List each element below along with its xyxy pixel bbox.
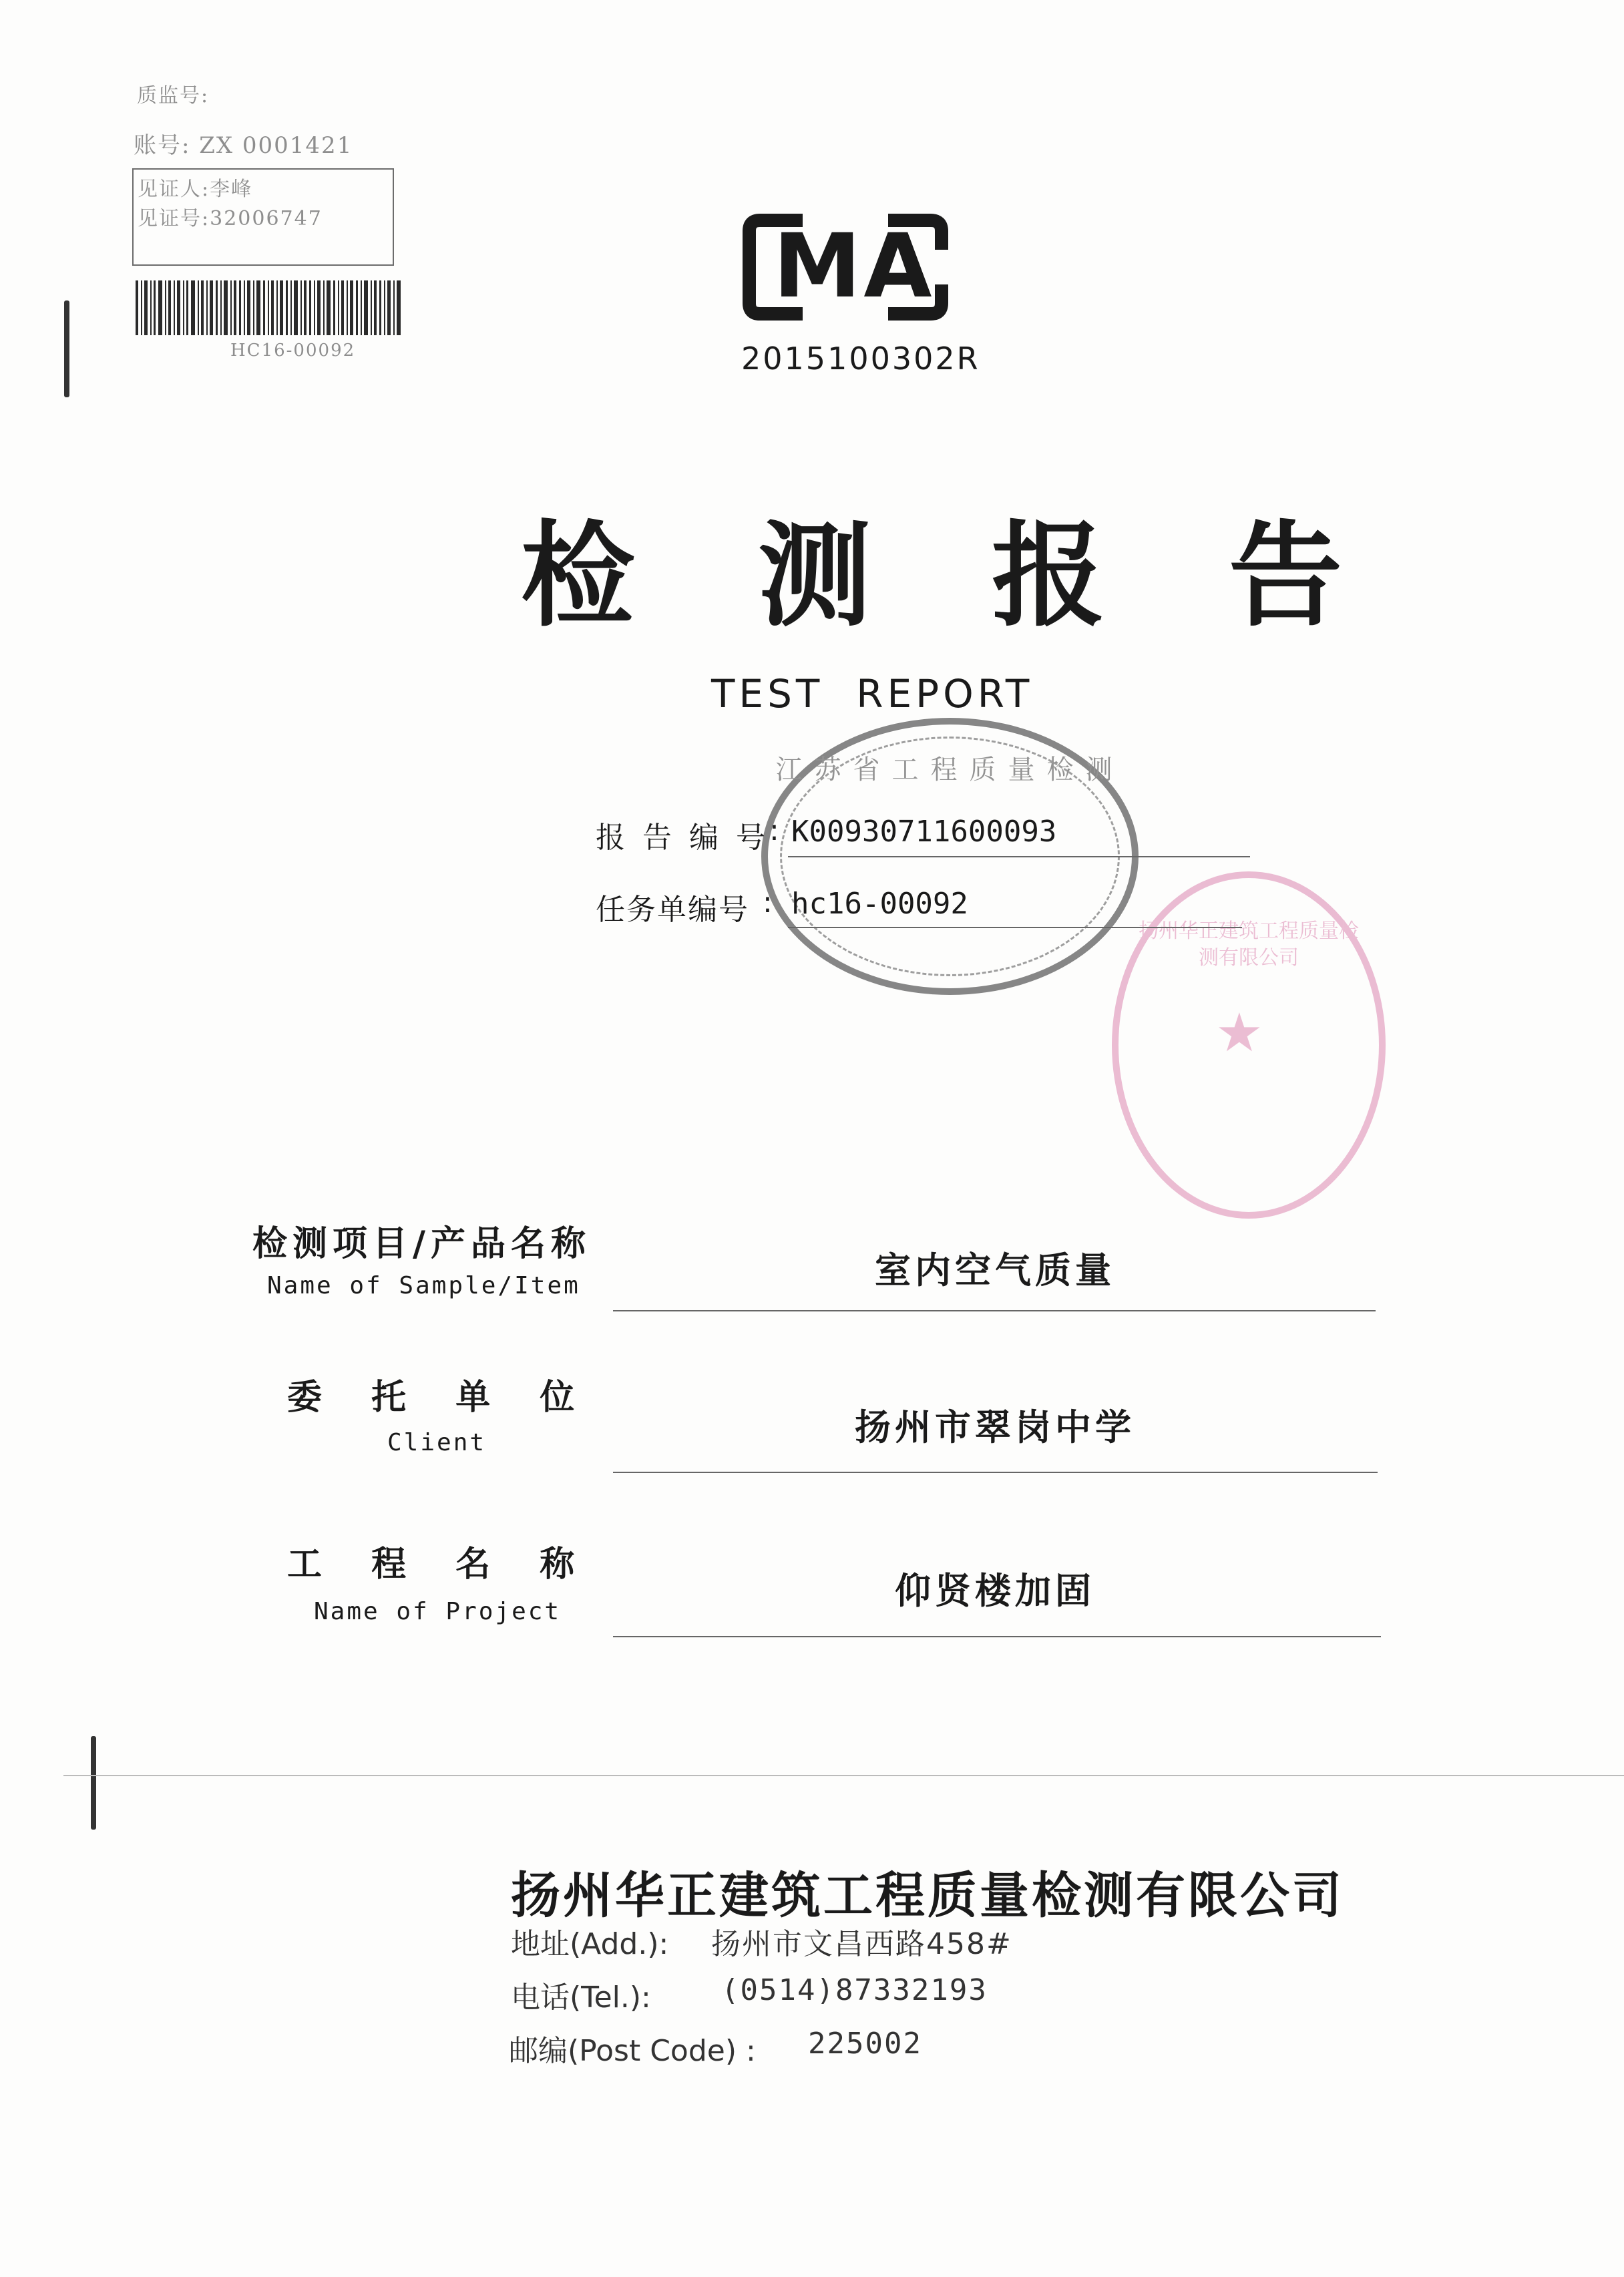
- report-number-underline: [788, 856, 1250, 857]
- field-project-label: 工 程 名 称: [287, 1544, 580, 1585]
- company-phone-label: 电话(Tel.):: [511, 1981, 651, 2015]
- company-seal-text: 扬州华正建筑工程质量检测有限公司: [1139, 919, 1359, 970]
- inspection-seal-text: 江苏省工程质量检测: [775, 755, 1125, 785]
- field-client-value: 扬州市翠岗中学: [855, 1406, 1135, 1448]
- report-number-value: K00930711600093: [791, 815, 1057, 849]
- title-char-1: 检: [521, 510, 635, 642]
- company-postcode-value: 225002: [808, 2027, 922, 2061]
- barcode-number: HC16-00092: [230, 341, 356, 361]
- report-number-label: 报 告 编 号: [596, 821, 769, 855]
- company-name: 扬州华正建筑工程质量检测有限公司: [511, 1867, 1344, 1924]
- task-number-label: 任务单编号: [596, 893, 749, 927]
- field-project-label-en: Name of Project: [314, 1598, 562, 1625]
- cma-logo: [741, 212, 950, 322]
- footer-separator: [63, 1775, 1624, 1776]
- barcode-graphic: [136, 280, 403, 335]
- cma-cert-number: 2015100302R: [741, 341, 980, 377]
- barcode: [136, 280, 403, 335]
- company-seal-stamp: [1112, 871, 1386, 1219]
- field-sample-label-en: Name of Sample/Item: [267, 1272, 580, 1299]
- field-sample-underline: [613, 1310, 1376, 1311]
- field-sample-value: 室内空气质量: [875, 1249, 1115, 1291]
- witness-person: 见证人:李峰: [138, 178, 253, 201]
- company-address-label: 地址(Add.):: [511, 1927, 669, 1961]
- binding-mark-bottom: [91, 1736, 96, 1830]
- field-sample-label: 检测项目/产品名称: [252, 1224, 591, 1264]
- company-postcode-label: 邮编(Post Code) :: [509, 2034, 756, 2068]
- company-phone-value: (0514)87332193: [721, 1973, 988, 2007]
- report-number-colon: :: [769, 813, 779, 847]
- field-client-underline: [613, 1472, 1378, 1473]
- company-address-value: 扬州市文昌西路458#: [711, 1927, 1012, 1961]
- title-char-4: 告: [1229, 510, 1343, 642]
- field-project-value: 仰贤楼加固: [895, 1570, 1095, 1612]
- field-client-label: 委 托 单 位: [287, 1378, 580, 1418]
- account-line: 账号: ZX 0001421: [134, 132, 353, 159]
- title-char-2: 测: [758, 510, 872, 642]
- seal-star-icon: ★: [1215, 1002, 1263, 1064]
- witness-number: 见证号:32006747: [138, 207, 323, 230]
- cma-logo-text: MA: [773, 215, 935, 318]
- title-english: TEST REPORT: [711, 671, 1034, 716]
- field-client-label-en: Client: [387, 1429, 487, 1456]
- binding-mark-top: [64, 300, 69, 397]
- supervision-number-label: 质监号:: [137, 84, 210, 108]
- witness-box: [132, 168, 394, 266]
- task-number-underline: [788, 927, 1242, 928]
- title-char-3: 报: [992, 510, 1106, 642]
- task-number-value: hc16-00092: [791, 887, 968, 921]
- task-number-colon: :: [763, 885, 773, 919]
- field-project-underline: [613, 1636, 1381, 1637]
